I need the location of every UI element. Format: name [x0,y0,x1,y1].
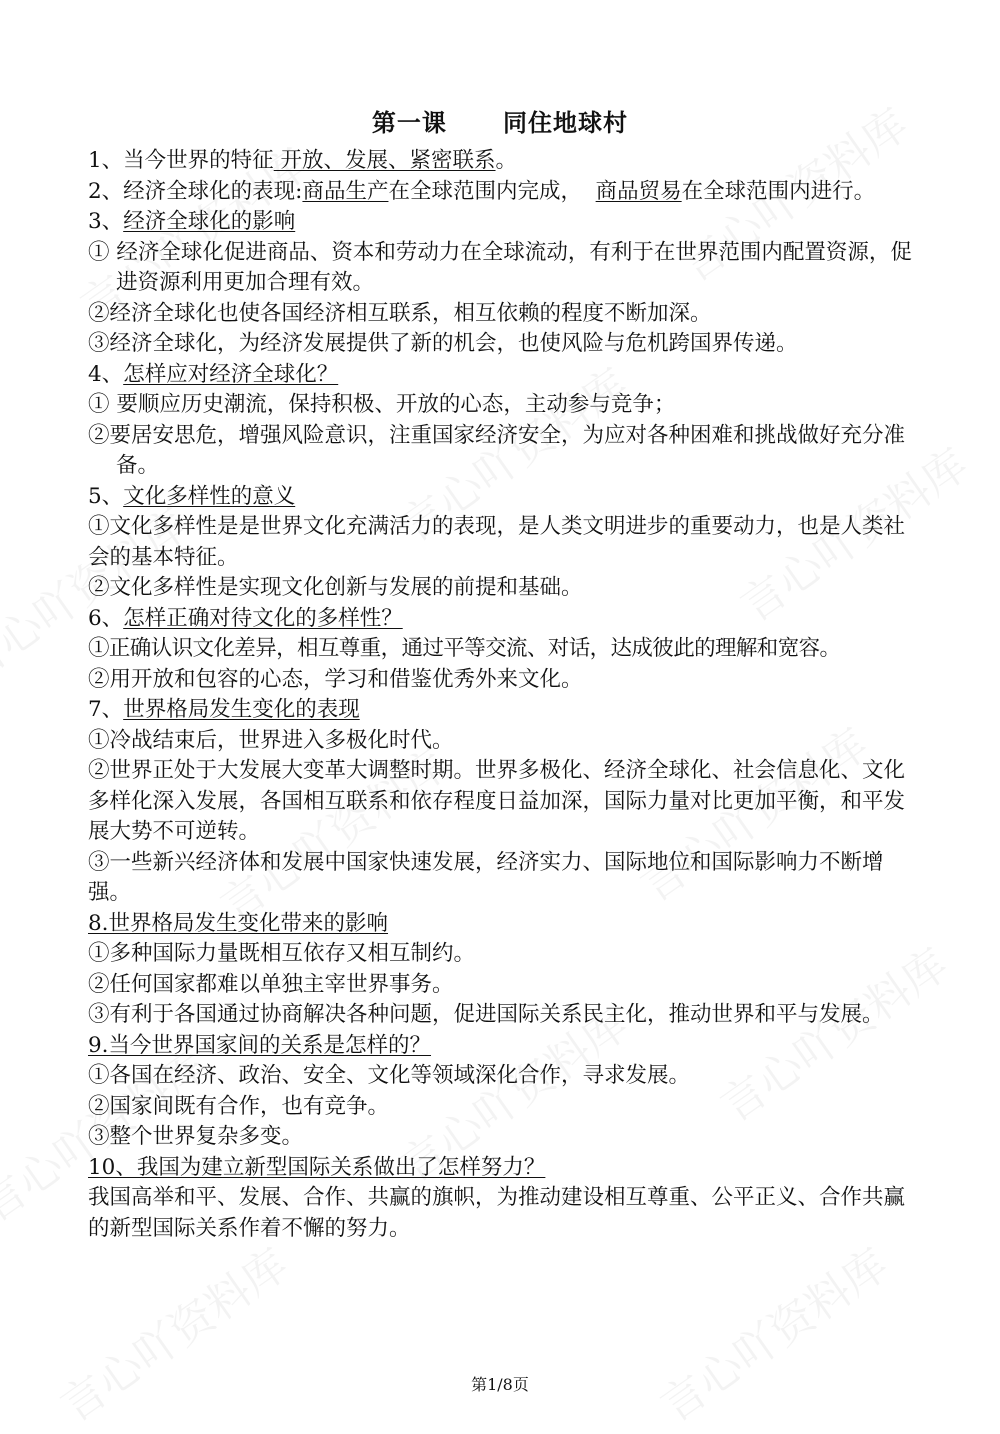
heading-4-number: 4、 [88,361,124,387]
point-3-2: ②经济全球化也使各国经济相互联系，相互依赖的程度不断加深。 [88,300,712,326]
heading-5-text: 文化多样性的意义 [123,483,296,509]
point-9-3: ③整个世界复杂多变。 [88,1124,304,1149]
heading-3 [88,207,918,238]
heading-5-number: 5、 [88,483,124,509]
page-title: 第一课 同住地球村 [371,108,629,137]
heading-9-text: 9.当今世界国家间的关系是怎样的？ [88,1032,432,1058]
heading-3-number: 3、 [88,209,124,234]
heading-6 [88,604,918,635]
heading-3-text: 经济全球化的影响 [123,209,296,234]
heading-10-text: 10、我国为建立新型国际关系做出了怎样努力？ [88,1154,546,1180]
item-2-suffix: 在全球范围内进行。 [681,178,876,204]
point-4-1: ① 要顺应历史潮流，保持积极、开放的心态，主动参与竞争； [88,392,676,417]
item-2-answer-1: 商品生产 [302,178,389,204]
point-5-1: ①文化多样性是是世界文化充满活力的表现，是人类文明进步的重要动力，也是人类社会的基本特征。 [88,514,906,570]
point-8-2: ②任何国家都难以单独主宰世界事务。 [88,971,454,997]
watermark [646,1230,899,1434]
point-3-1: ① 经济全球化促进商品、资本和劳动力在全球流动，有利于在世界范围内配置资源，促进资源利用更加合理有效。 [88,239,912,295]
point-8-3: ③有利于各国通过协商解决各种问题，促进国际关系民主化，推动世界和平与发展。 [88,1002,884,1027]
point-10-1: 我国高举和平、发展、合作、共赢的旗帜，为推动建设相互尊重、公平正义、合作共赢的新型国际关系作着不懈的努力。 [88,1185,906,1241]
heading-10 [88,1153,918,1184]
heading-8-text: 8.世界格局发生变化带来的影响 [88,910,389,936]
item-1-prefix: 1、当今世界的特征 [88,148,274,173]
heading-6-text: 怎样正确对待文化的多样性？ [123,605,403,631]
item-2-answer-2: 商品贸易 [595,178,682,204]
heading-5 [88,482,918,513]
heading-7 [88,695,918,726]
item-2 [88,177,918,208]
item-1-answer: 开放、发展、紧密联系 [273,148,496,173]
heading-4 [88,360,918,391]
heading-9 [88,1031,918,1062]
point-6-2: ②用开放和包容的心态，学习和借鉴优秀外来文化。 [88,666,583,692]
point-8-1: ①多种国际力量既相互依存又相互制约。 [88,941,476,966]
point-9-2: ②国家间既有合作，也有竞争。 [88,1093,390,1119]
heading-7-number: 7、 [88,697,124,722]
point-3-3: ③经济全球化，为经济发展提供了新的机会，也使风险与危机跨国界传递。 [88,331,798,356]
point-7-3: ③一些新兴经济体和发展中国家快速发展，经济实力、国际地位和国际影响力不断增强。 [88,849,884,905]
point-6-1: ①正确认识文化差异，相互尊重，通过平等交流、对话，达成彼此的理解和宽容。 [88,636,841,661]
watermark [46,1230,299,1434]
point-5-2: ②文化多样性是实现文化创新与发展的前提和基础。 [88,575,583,600]
item-1 [88,146,918,177]
point-7-2: ②世界正处于大发展大变革大调整时期。世界多极化、经济全球化、社会信息化、文化多样化深入发展，各国相互联系和依存程度日益加深，国际力量对比更加平衡，和平发展大势不可逆转。 [88,758,906,844]
item-2-prefix: 2、经济全球化的表现: [88,178,303,204]
heading-6-number: 6、 [88,605,124,631]
document-body [88,146,918,1244]
point-4-2: ②要居安思危，增强风险意识，注重国家经济安全，为应对各种困难和挑战做好充分准备。 [88,422,906,478]
point-7-1: ①冷战结束后，世界进入多极化时代。 [88,727,454,753]
heading-8 [88,909,918,940]
point-9-1: ①各国在经济、政治、安全、文化等领域深化合作，寻求发展。 [88,1063,691,1088]
item-2-mid: 在全球范围内完成， [388,178,596,204]
heading-7-text: 世界格局发生变化的表现 [123,697,360,722]
heading-4-text: 怎样应对经济全球化？ [123,361,339,387]
page-number: 第1/8页 [471,1375,529,1394]
item-1-suffix: 。 [495,148,518,173]
